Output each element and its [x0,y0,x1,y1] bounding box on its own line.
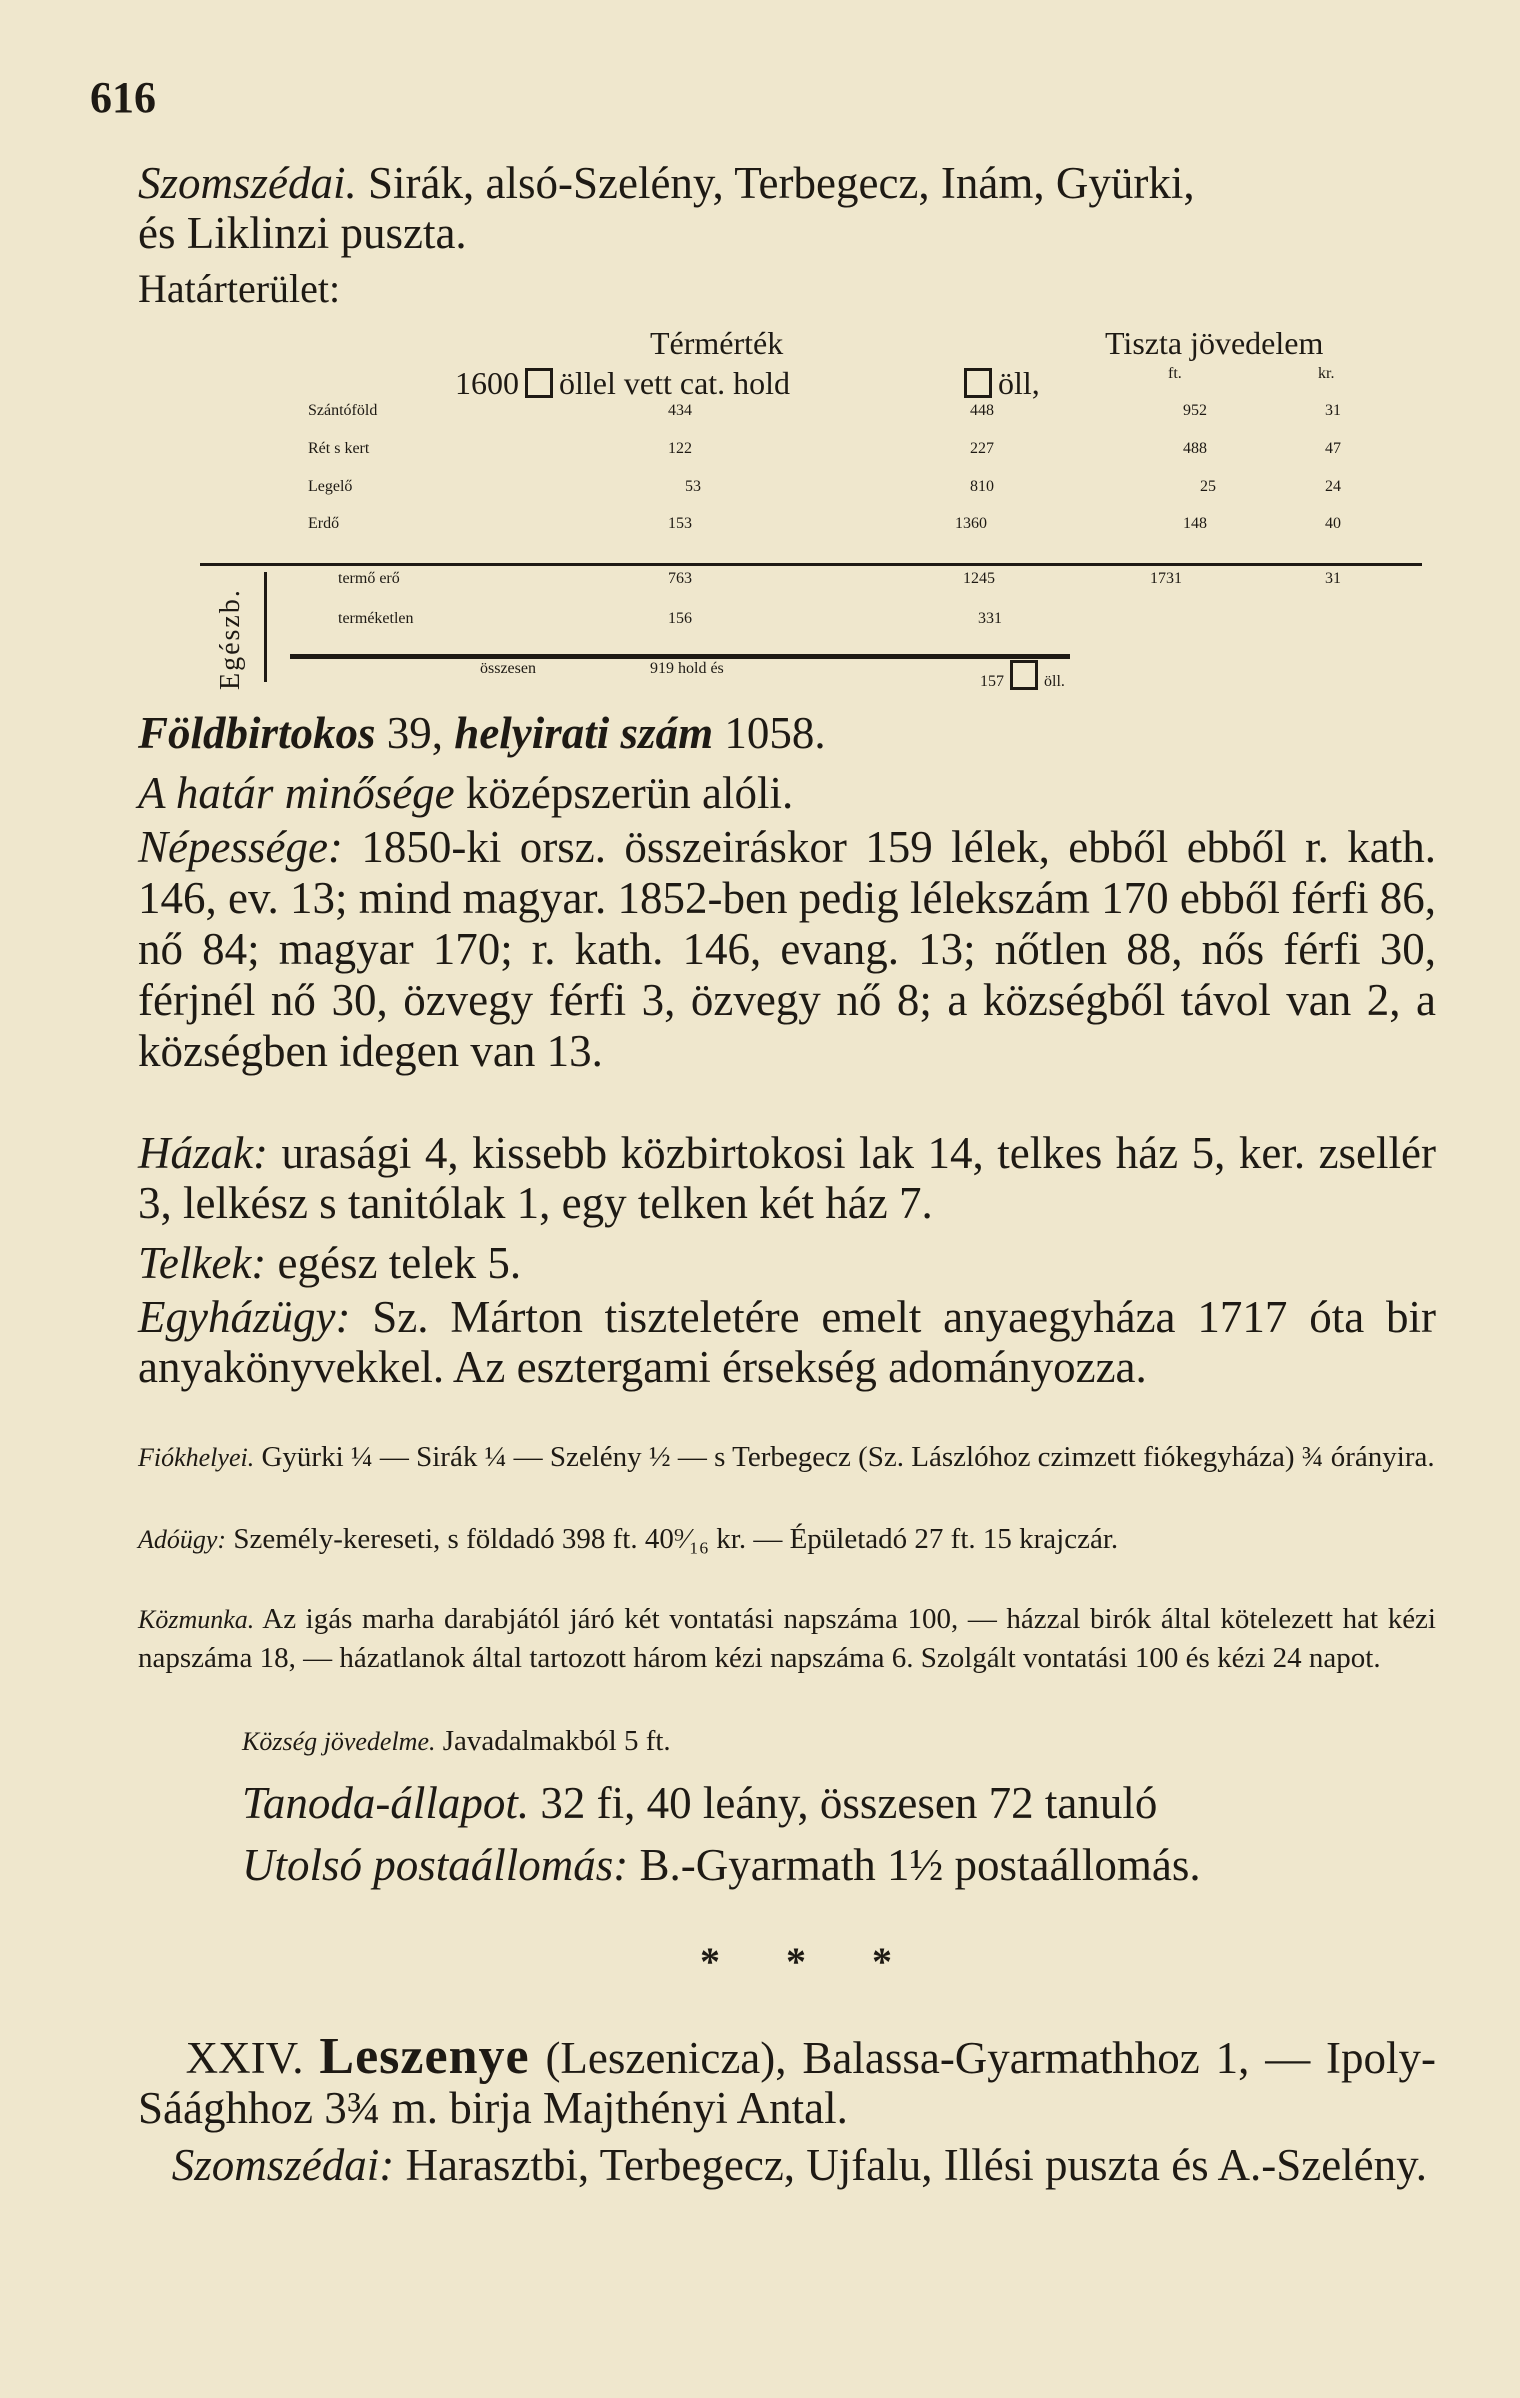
neighbors-text-2: és Liklinzi puszta. [138,208,467,258]
houses-text: urasági 4, kissebb közbirtokosi lak 14, telkes ház 5, ker. zsellér 3, lelkész s tanitólak 1, egy telken két ház 7. [138,1128,1436,1228]
population-label: Népessége: [138,822,343,872]
school-label: Tanoda-állapot. [242,1778,530,1828]
neighbors-label: Szomszédai. [138,158,357,208]
row-2-name: Legelő [308,478,353,495]
fertile-ft: 1731 [1150,570,1182,587]
fertile-name: termő erő [338,570,400,587]
square-symbol-icon [1010,660,1038,690]
row-0-ft: 952 [1183,402,1207,419]
post-label: Utolsó postaállomás: [242,1840,629,1890]
population-text: 1850-ki orsz. összeiráskor 159 lélek, ebből ebből r. kath. 146, ev. 13; mind magyar. 1852-ben pedig lélekszám 170 ebből férfi 86, nő 84; magyar 170; r. kath. 146, evang. 13; nőtlen 88, nős férfi 30, férjnél nő 30, özvegy férfi 3, özvegy nő 8; a községből távol van 2, a községben idegen van 13. [138,822,1437,1076]
church-text: Sz. Márton tiszteletére emelt anyaegyháza 1717 óta bir anyakönyvekkel. Az esztergami érsekség adományozza. [138,1292,1436,1392]
total-oll-unit: öll. [1044,673,1065,690]
subheader-oll-cell [958,365,1040,402]
quality-paragraph [138,768,1436,818]
school-paragraph [242,1778,1432,1828]
public-work-label: Közmunka. [138,1605,255,1634]
houses-paragraph [138,1128,1436,1228]
bracket [264,572,267,682]
square-symbol-icon [525,368,553,398]
row-1-ft: 488 [1183,440,1207,457]
entry-paragraph [138,2028,1437,2133]
landowner-value2: 1058. [713,708,826,758]
barren-oll: 331 [978,610,1002,627]
row-1-oll: 227 [970,440,994,457]
entry-number: XXIV. [185,2033,304,2083]
row-2-oll: 810 [970,478,994,495]
row-3-kr: 40 [1325,515,1341,532]
post-paragraph [242,1840,1432,1890]
fertile-oll: 1245 [963,570,995,587]
square-symbol-icon [964,368,992,398]
subheader-oll: öll, [998,365,1040,401]
plots-paragraph [138,1238,1436,1288]
income-text: Javadalmakból 5 ft. [435,1725,671,1757]
branches-label: Fiókhelyei. [138,1443,255,1472]
quality-text: középszerün alóli. [454,768,794,818]
section-stars: * * * [700,1939,920,1984]
entry-text: (Leszenicza), Balassa-Gyarmathhoz 1, — Ipoly-Sáághhoz 3¾ m. birja Majthényi Antal. [138,2033,1437,2133]
landowner-label: Földbirtokos [138,708,376,758]
total-oll: 157 [980,673,1004,690]
neighbors2-paragraph [138,2140,1436,2190]
income-label: Község jövedelme. [242,1727,436,1756]
row-1-hold: 122 [668,440,692,457]
total-divider [290,654,1070,659]
neighbors-text-1: Sirák, alsó-Szelény, Terbegecz, Inám, Gyürki, [356,158,1195,208]
plots-text: egész telek 5. [266,1238,522,1288]
income-paragraph [242,1722,1432,1761]
row-0-oll: 448 [970,402,994,419]
row-0-hold: 434 [668,402,692,419]
table-divider [200,563,1422,566]
page-number: 616 [90,73,156,122]
subheader-kr: kr. [1318,365,1335,382]
boundary-title: Határterület: [138,266,341,311]
neighbors2-text: Harasztbi, Terbegecz, Ujfalu, Illési puszta és A.-Szelény. [394,2140,1427,2190]
total-oll-cell [980,660,1065,691]
row-0-name: Szántóföld [308,402,378,419]
landowner-label2: helyirati szám [454,708,714,758]
school-text: 32 fi, 40 leány, összesen 72 tanuló [529,1778,1158,1828]
row-1-kr: 47 [1325,440,1341,457]
public-work-text: Az igás marha darabjától járó két vontatási napszáma 100, — házzal birók által kötelezett hat kézi napszáma 18, — házatlanok által tartozott három kézi napszáma 6. Szolgált vontatási 100 és kézi 24 napot. [138,1603,1436,1674]
row-3-ft: 148 [1183,515,1207,532]
population-paragraph [138,822,1436,1077]
landowner-value1: 39, [375,708,455,758]
row-3-name: Erdő [308,515,340,532]
branches-text: Gyürki ¼ — Sirák ¼ — Szelény ½ — s Terbegecz (Sz. Lászlóhoz czimzett fiókegyháza) ¾ órányira. [254,1441,1435,1473]
subheader [455,365,790,402]
neighbors2-label: Szomszédai: [171,2140,395,2190]
row-2-hold: 53 [685,478,701,495]
houses-label: Házak: [138,1128,268,1178]
neighbors-paragraph [138,158,1436,258]
fertile-hold: 763 [668,570,692,587]
landowner-paragraph [138,708,1436,758]
subheader-mid: öllel vett cat. hold [559,365,791,401]
barren-name: terméketlen [338,610,414,627]
subheader-prefix: 1600 [455,365,519,401]
barren-hold: 156 [668,610,692,627]
taxes-label: Adóügy: [138,1525,227,1554]
taxes-text: Személy-kereseti, s földadó 398 ft. 40⁹⁄₁₆ kr. — Épületadó 27 ft. 15 krajczár. [226,1523,1119,1555]
public-work-paragraph [138,1600,1436,1677]
branches-paragraph [138,1438,1436,1477]
quality-label: A határ minősége [138,768,455,818]
total-name: összesen [480,660,536,677]
row-1-name: Rét s kert [308,440,370,457]
post-text: B.-Gyarmath 1½ postaállomás. [628,1840,1201,1890]
fertile-kr: 31 [1325,570,1341,587]
row-3-oll: 1360 [955,515,987,532]
row-2-ft: 25 [1200,478,1216,495]
row-2-kr: 24 [1325,478,1341,495]
header-income: Tiszta jövedelem [1105,325,1324,361]
side-label: Egészb. [215,588,246,690]
subheader-ft: ft. [1168,365,1182,382]
row-3-hold: 153 [668,515,692,532]
plots-label: Telkek: [138,1238,267,1288]
church-paragraph [138,1292,1436,1392]
header-value: Térmérték [650,325,784,361]
taxes-paragraph [138,1520,1436,1559]
entry-name: Leszenye [319,2028,530,2085]
church-label: Egyházügy: [138,1292,351,1342]
row-0-kr: 31 [1325,402,1341,419]
total-hold: 919 hold és [650,660,724,677]
